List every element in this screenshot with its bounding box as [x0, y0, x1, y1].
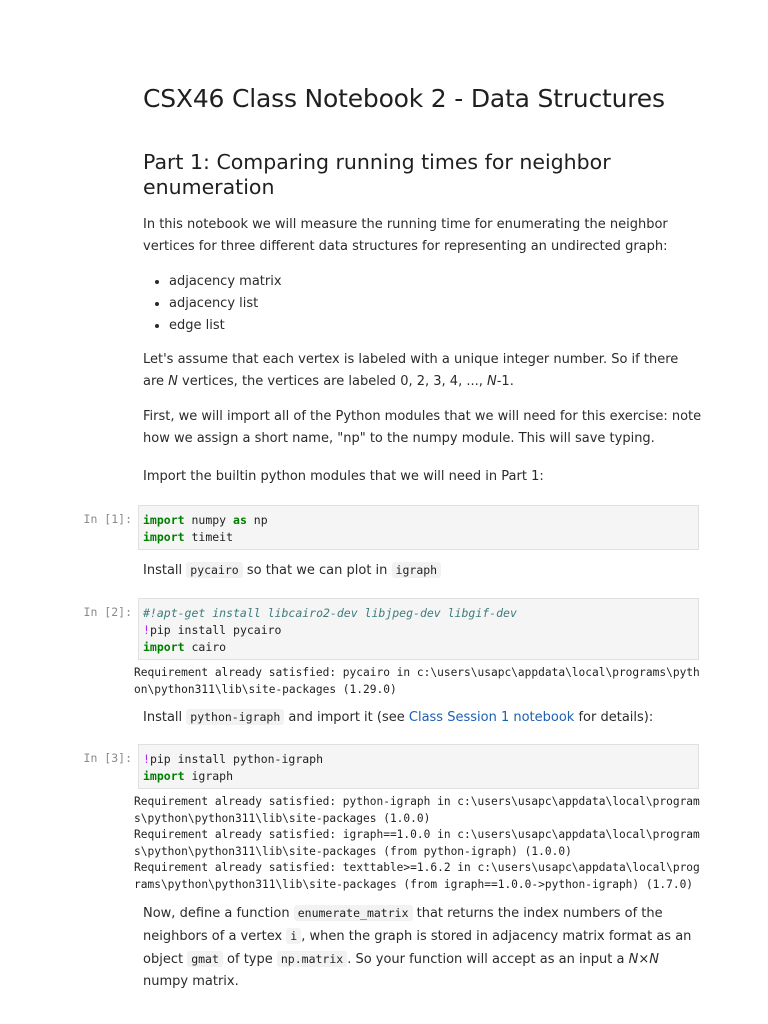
code-line: import igraph	[143, 769, 234, 783]
install-igraph-text: Install python-igraph and import it (see Class Session 1 notebook for details):	[143, 710, 654, 725]
cell-output: Requirement already satisfied: python-igraph in c:\users\usapc\appdata\local\program s\python\python311\lib\site-packages (1.0.0) Requirement already satisfied: igraph==1.0.0 in c:\users\usapc\appdata\local\program s\python\python311\lib\site-packages (from python-igraph) (1.0.0) Requirement already satisfied: texttable>=1.6.2 in c:\users\usapc\appdata\local\prog rams\python\python311\lib\site-packages (from igraph==1.0.0->python-igraph) (1.7.0)	[134, 795, 700, 891]
code-comment: #!apt-get install libcairo2-dev libjpeg-dev libgif-dev	[143, 606, 517, 620]
vertex-label-paragraph: Let's assume that each vertex is labeled with a unique integer number. So if there are N vertices, the vertices are labeled 0, 2, 3, 4, ..., N-1.	[143, 352, 679, 389]
part1-heading: Part 1: Comparing running times for neighbor enumeration	[143, 150, 611, 199]
cell-prompt: In [3]:	[83, 751, 132, 765]
code-line: !pip install pycairo	[143, 623, 282, 637]
inline-code: i	[286, 928, 301, 944]
list-item: • edge list	[169, 315, 282, 337]
code-line: import numpy as np	[143, 513, 268, 527]
code-line: !pip install python-igraph	[143, 752, 324, 766]
inline-code: igraph	[392, 562, 442, 578]
inline-code: pycairo	[186, 562, 242, 578]
intro-paragraph: In this notebook we will measure the running time for enumerating the neighbor vertices for three different data structures for representing an undirected graph:	[143, 217, 668, 254]
inline-code: enumerate_matrix	[294, 905, 413, 921]
notebook-title: CSX46 Class Notebook 2 - Data Structures	[143, 84, 665, 113]
cell-output: Requirement already satisfied: pycairo in c:\users\usapc\appdata\local\programs\pyth on\python311\lib\site-packages (1.29.0)	[134, 666, 700, 696]
code-cell-1[interactable]	[138, 505, 699, 550]
list-item: • adjacency matrix	[169, 271, 282, 293]
code-line: import cairo	[143, 640, 227, 654]
code-cell-3[interactable]	[138, 744, 699, 789]
code-cell-2[interactable]	[138, 598, 699, 660]
code-line: import timeit	[143, 530, 234, 544]
list-item: • adjacency list	[169, 293, 282, 315]
inline-code: gmat	[187, 951, 223, 967]
define-function-paragraph: Now, define a function enumerate_matrix that returns the index numbers of the neighbors of a vertex i , when the graph is stored in adjacency matrix format as an object gmat of type np.matrix . So your function will accept as an input a N×N numpy matrix.	[143, 906, 692, 989]
class-session-link[interactable]: Class Session 1 notebook	[408, 710, 575, 725]
data-structure-list	[143, 271, 282, 337]
inline-code: python-igraph	[186, 709, 284, 725]
inline-code: np.matrix	[277, 951, 347, 967]
builtin-paragraph: Import the builtin python modules that we will need in Part 1:	[143, 469, 544, 484]
cell-prompt: In [1]:	[83, 512, 132, 526]
install-pycairo-text: Install pycairo so that we can plot in igraph	[143, 559, 703, 582]
import-paragraph: First, we will import all of the Python modules that we will need for this exercise: note how we assign a short name, "np" to the numpy module. This will save typing.	[143, 409, 702, 446]
cell-prompt: In [2]:	[83, 605, 132, 619]
